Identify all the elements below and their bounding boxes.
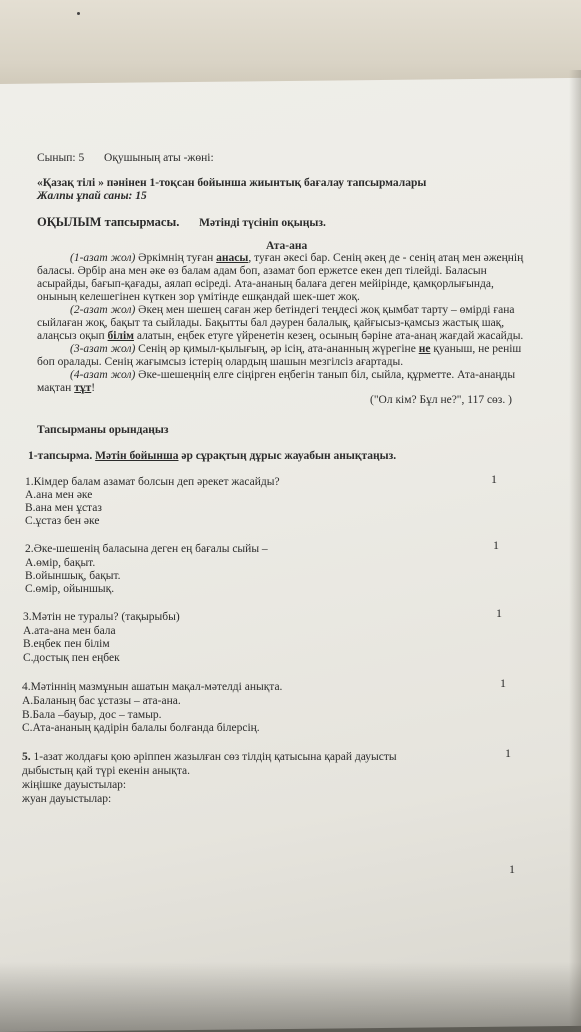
q1-points: 1	[491, 472, 497, 486]
p3-text: Сенің әр қимыл-қылығың, әр ісің, ата-ананның жүрегіне	[135, 343, 419, 355]
extra-points: 1	[509, 862, 515, 876]
p4-line1	[70, 369, 515, 382]
q1-option-a: A.ана мен әке	[25, 489, 93, 501]
p4-text: мақтан	[37, 382, 75, 394]
q4-option-c: C.Ата-ананың қадірін балалы болғанда білерсің.	[22, 722, 260, 734]
task1-label: 1-тапсырма.	[28, 450, 96, 462]
p2-tag: (2-азат жол)	[70, 304, 136, 316]
q4-points: 1	[500, 676, 506, 690]
p1-line2: баласы. Әрбір ана мен әке өз балам адам боп, азамат боп ержетсе екен деп тілейді. Баласын	[37, 265, 487, 277]
p3-line1	[70, 343, 521, 356]
bold-word-ne: не	[418, 343, 431, 355]
q4-option-b: B.Бала –бауыр, дос – тамыр.	[22, 709, 162, 721]
task1-rest: әр сұрақтың дұрыс жауабын анықтаңыз.	[178, 450, 397, 462]
p4-line2	[37, 382, 95, 395]
bold-word-bilim: білім	[107, 330, 134, 342]
section-heading	[37, 216, 326, 230]
task1-heading	[28, 450, 396, 463]
p1-tag: (1-азат жол)	[70, 252, 136, 264]
q3-option-c: C.достық пен еңбек	[23, 652, 120, 664]
passage-title: Ата-ана	[266, 240, 308, 252]
q3-points: 1	[496, 606, 502, 620]
p3-text: қуаныш, не реніш	[430, 343, 522, 355]
q5-number: 5.	[22, 751, 31, 763]
question-2: 2.Әке-шешенің баласына деген ең бағалы сыйы –	[25, 543, 268, 555]
q4-option-a: A.Баланың бас ұстазы – ата-ана.	[22, 695, 181, 707]
bold-word-anasy: анасы	[216, 252, 249, 264]
question-1: 1.Кімдер балам азамат болсын деп әрекет жасайды?	[25, 476, 280, 488]
question-5-line2: дыбыстың қай түрі екенін анықта.	[22, 765, 190, 777]
p1-text: Әркімнің туған	[135, 252, 217, 264]
p2-text: алаңсыз оқып	[37, 330, 108, 342]
passage-source: ("Ол кім? Бұл не?", 117 сөз. )	[370, 394, 512, 406]
p1-text: , туған әкесі бар. Сенің әкең де - сенің атаң мен әжеңнің	[248, 252, 524, 264]
p1-line3: асырайды, бағып-қағады, аялап өсіреді. Ата-ананың балаға деген мейірінде, қамқорлығында,	[37, 278, 494, 290]
assessment-title: «Қазақ тілі » пәнінен 1-тоқсан бойынша жиынтық бағалау тапсырмалары	[37, 177, 427, 189]
q2-points: 1	[493, 538, 499, 552]
p1-line1	[70, 252, 523, 265]
q3-option-a: A.ата-ана мен бала	[23, 625, 116, 637]
q5-points: 1	[505, 746, 511, 760]
student-name-label: Оқушының аты -жөні:	[104, 152, 214, 164]
p4-text: !	[91, 382, 96, 394]
q2-option-c: C.өмір, ойыншық.	[25, 583, 115, 595]
p4-tag: (4-азат жол)	[70, 369, 136, 381]
q3-option-b: B.еңбек пен білім	[23, 638, 110, 650]
q5-text: 1-азат жолдағы қою әріппен жазылған сөз тілдің қатысына қарай дауысты	[30, 751, 397, 763]
p3-line2: боп оралады. Сенің жағымсыз істерің олардың шашын мезгілсіз ағартады.	[37, 356, 404, 368]
q1-option-c: C.ұстаз бен әке	[25, 515, 100, 527]
grade-label: Сынып: 5	[37, 152, 85, 164]
section-instruction: Мәтінді түсініп оқыңыз.	[199, 217, 326, 229]
q5-answer-front-vowels: жіңішке дауыстылар:	[22, 779, 127, 791]
p4-text: Әке-шешеңнің елге сіңірген еңбегін танып біл, сыйла, құрметте. Ата-анаңды	[135, 369, 516, 381]
question-4: 4.Мәтіннің мазмұнын ашатын мақал-мәтелді анықта.	[22, 681, 283, 693]
q5-answer-back-vowels: жуан дауыстылар:	[22, 793, 112, 805]
section-label: ОҚЫЛЫМ тапсырмасы.	[37, 215, 180, 229]
p2-line2: сыйлаған жоқ, бақыт та сыйлады. Бақытты бал дәурен балалық, қайғысыз-қамсыз жастық шақ,	[37, 317, 505, 329]
tasks-heading: Тапсырманы орындаңыз	[37, 424, 169, 436]
p2-text: алатын, еңбек етуге үйренетін кезең, осының бәріне ата-анаң жағдай жасайды.	[133, 330, 524, 342]
question-5-line1	[22, 751, 397, 764]
p3-tag: (3-азат жол)	[70, 343, 136, 355]
p2-text: Әкең мен шешең саған жер бетіндегі теңдесі жоқ қымбат тарту – өмірді ғана	[135, 304, 515, 316]
q2-option-a: A.өмір, бақыт.	[25, 557, 96, 569]
task1-underlined: Мәтін бойынша	[95, 450, 179, 462]
grade-line	[37, 152, 214, 165]
bold-word-tut: тұт	[74, 382, 92, 394]
question-3: 3.Мәтін не туралы? (тақырыбы)	[23, 611, 180, 623]
q2-option-b: B.ойыншық, бақыт.	[25, 570, 121, 582]
q1-option-b: B.ана мен ұстаз	[25, 502, 102, 514]
p2-line3	[37, 330, 523, 343]
p2-line1	[70, 304, 514, 317]
total-score: Жалпы ұпай саны: 15	[37, 190, 147, 202]
p1-line4: онының келешегінен күткен зор үмітінде ешқандай шек-шет жоқ.	[37, 291, 360, 303]
